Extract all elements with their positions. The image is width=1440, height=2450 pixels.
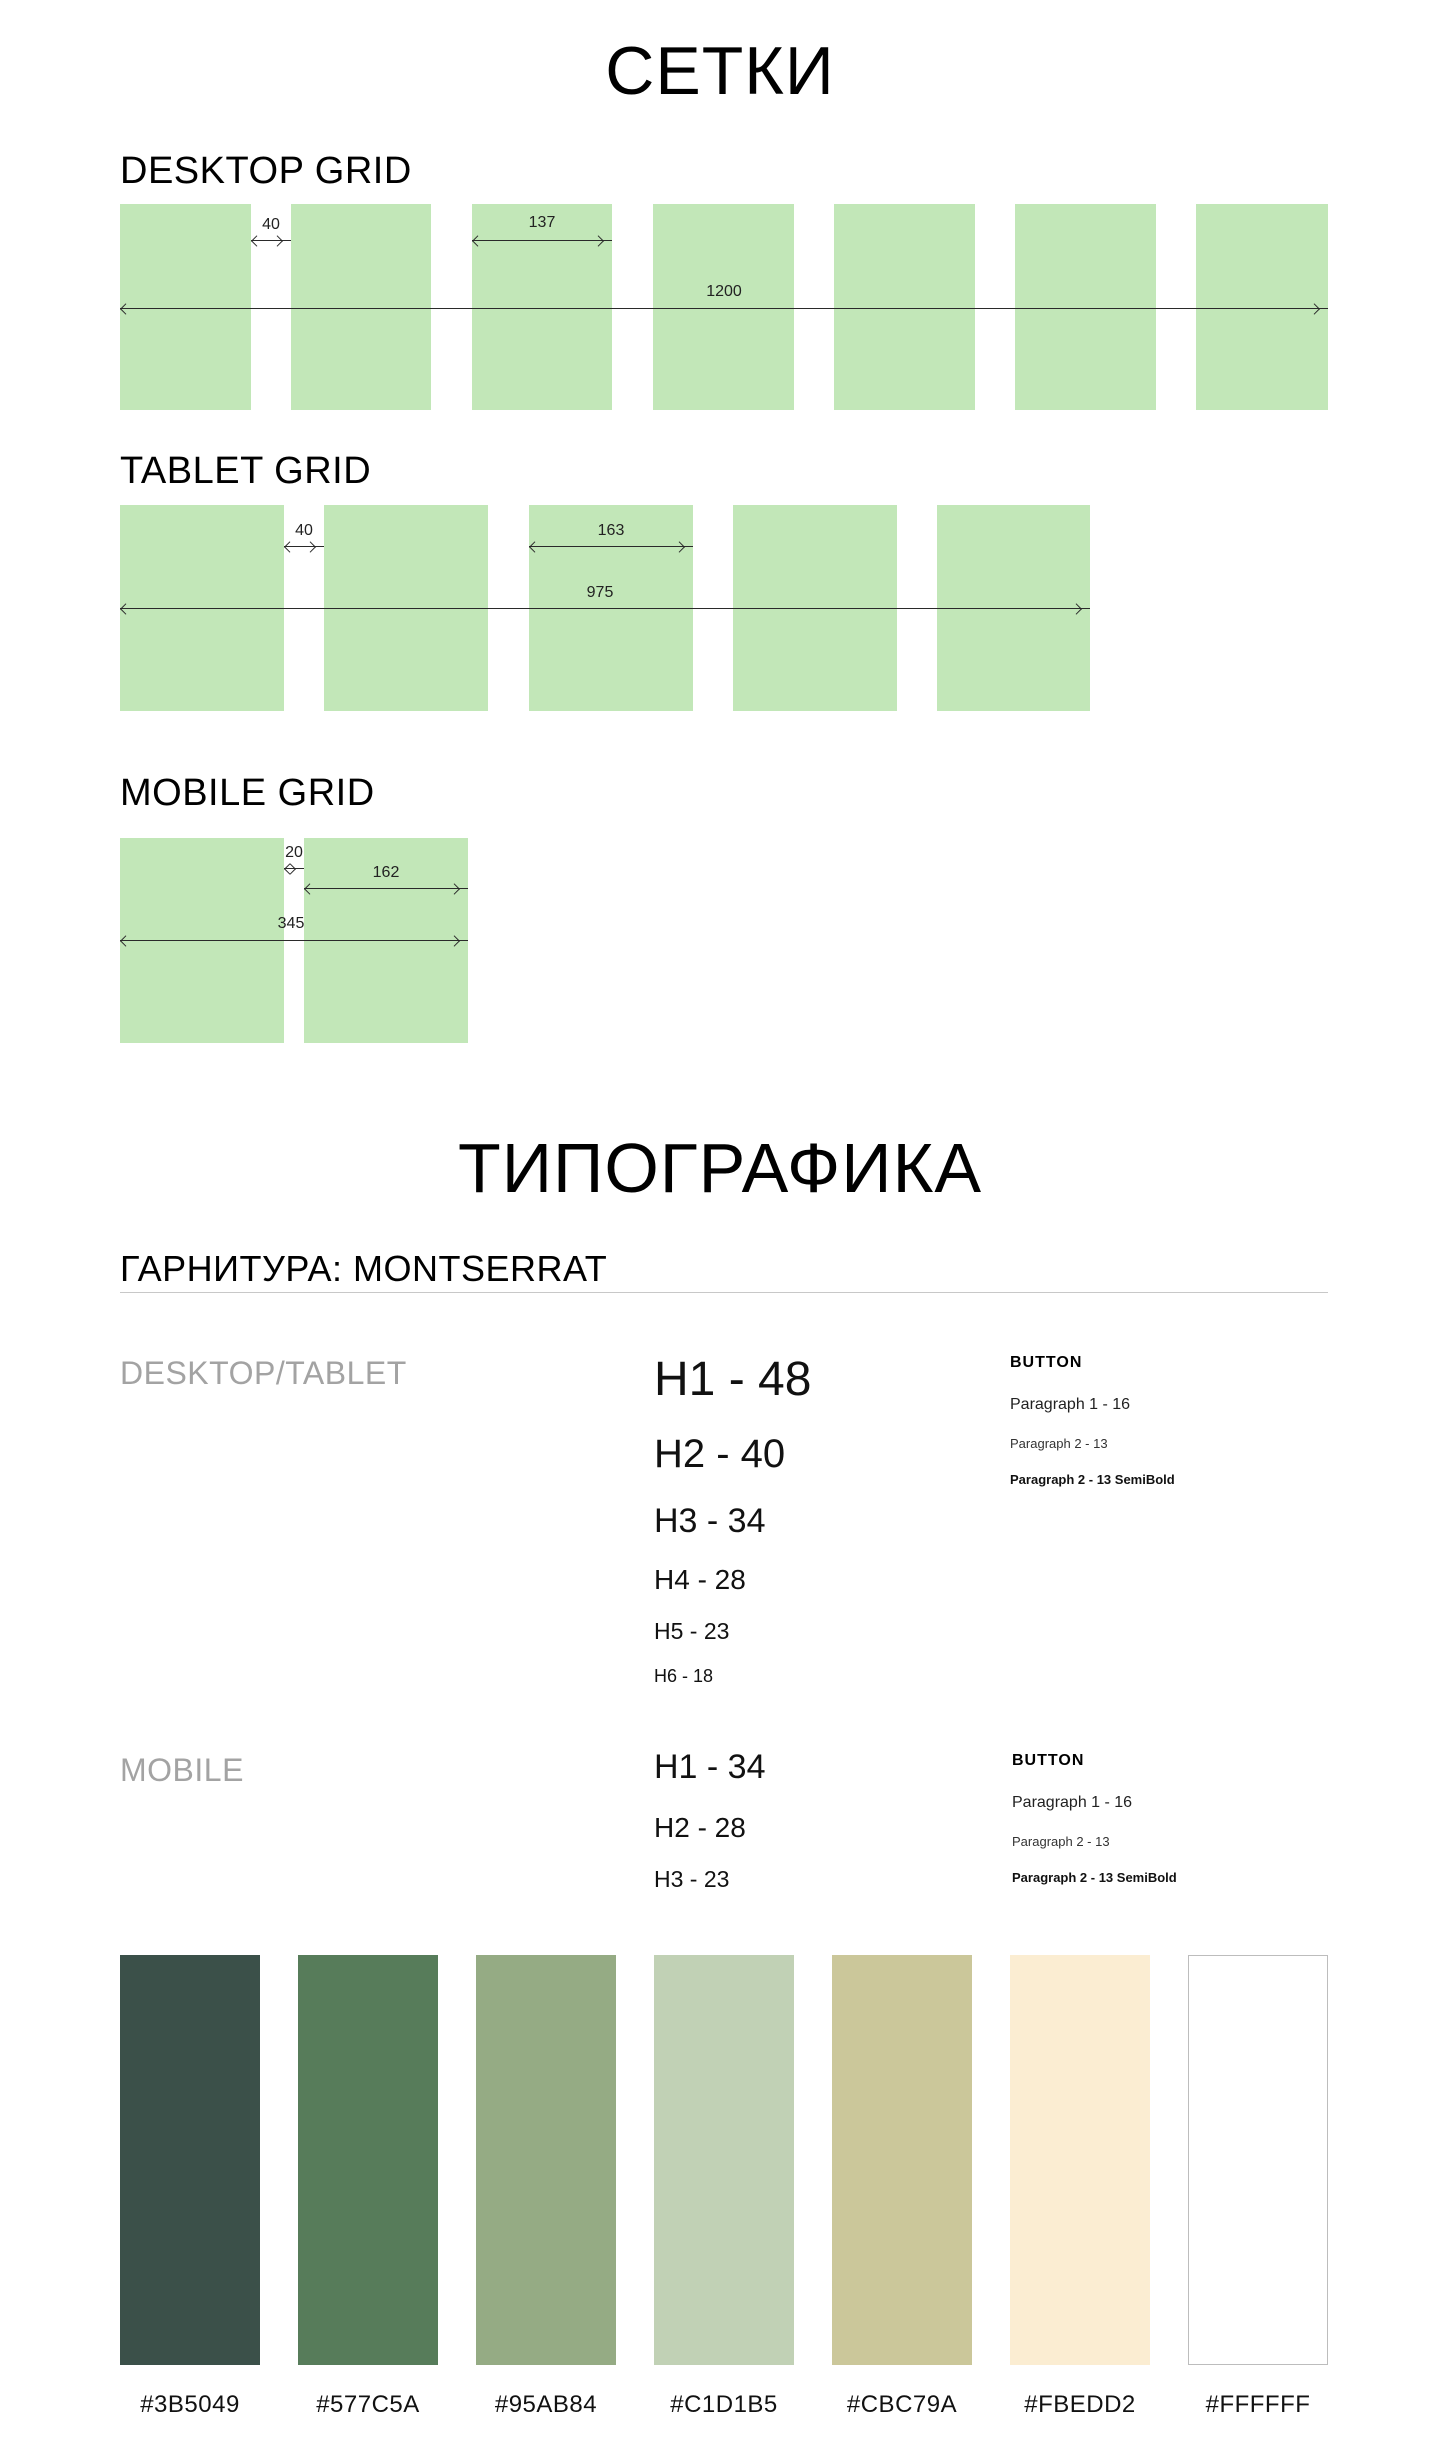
color-swatch xyxy=(654,1955,794,2365)
desktop-column-dimension xyxy=(472,240,612,241)
color-swatch-label: #577C5A xyxy=(316,2391,420,2418)
desktop-grid-label: DESKTOP GRID xyxy=(120,150,412,192)
mobile-grid-label: MOBILE GRID xyxy=(120,772,375,814)
mobile-gutter-value: 20 xyxy=(285,844,303,861)
desktop-h3-sample: H3 - 34 xyxy=(654,1502,766,1540)
color-swatch xyxy=(832,1955,972,2365)
color-swatch-label: #CBC79A xyxy=(846,2391,958,2418)
desktop-gutter-value: 40 xyxy=(262,216,280,233)
desktop-h5-sample: H5 - 23 xyxy=(654,1618,730,1644)
mobile-label: MOBILE xyxy=(120,1752,244,1788)
desktop-h6-sample: H6 - 18 xyxy=(654,1666,714,1686)
mobile-column-dimension xyxy=(304,888,468,889)
desktop-paragraph2-semibold-sample: Paragraph 2 - 13 SemiBold xyxy=(1010,1472,1175,1487)
desktop-button-sample: BUTTON xyxy=(1010,1354,1083,1371)
desktop-h4-sample: H4 - 28 xyxy=(654,1564,746,1595)
tablet-gutter-value: 40 xyxy=(295,522,313,539)
mobile-total-value: 345 xyxy=(277,915,305,932)
mobile-column-value: 162 xyxy=(372,864,400,881)
desktop-column-value: 137 xyxy=(528,214,556,231)
desktop-total-dimension xyxy=(120,308,1328,309)
desktop-column xyxy=(291,204,431,410)
desktop-paragraph2-sample: Paragraph 2 - 13 xyxy=(1010,1436,1108,1451)
desktop-column xyxy=(472,204,612,410)
mobile-paragraph2-semibold-sample: Paragraph 2 - 13 SemiBold xyxy=(1012,1870,1177,1885)
desktop-total-value: 1200 xyxy=(706,283,742,300)
tablet-total-dimension xyxy=(120,608,1090,609)
color-swatch-label: #FBEDD2 xyxy=(1024,2391,1136,2418)
mobile-h1-sample: H1 - 34 xyxy=(654,1748,766,1786)
desktop-column xyxy=(834,204,975,410)
mobile-total-dimension xyxy=(120,940,468,941)
mobile-paragraph1-sample: Paragraph 1 - 16 xyxy=(1012,1794,1133,1811)
grids-title: СЕТКИ xyxy=(605,33,835,109)
desktop-h1-sample: H1 - 48 xyxy=(654,1353,812,1406)
color-swatch xyxy=(476,1955,616,2365)
desktop-h2-sample: H2 - 40 xyxy=(654,1432,786,1476)
desktop-paragraph1-sample: Paragraph 1 - 16 xyxy=(1010,1396,1131,1413)
tablet-column-dimension xyxy=(529,546,693,547)
desktop-tablet-label: DESKTOP/TABLET xyxy=(120,1355,407,1391)
mobile-h2-sample: H2 - 28 xyxy=(654,1812,746,1843)
tablet-column-value: 163 xyxy=(597,522,625,539)
color-swatch-label: #C1D1B5 xyxy=(670,2391,778,2418)
mobile-h3-sample: H3 - 23 xyxy=(654,1866,730,1892)
desktop-column xyxy=(653,204,794,410)
color-swatch xyxy=(298,1955,438,2365)
color-swatch xyxy=(1010,1955,1150,2365)
typography-title: ТИПОГРАФИКА xyxy=(457,1129,983,1207)
tablet-total-value: 975 xyxy=(586,584,614,601)
desktop-column xyxy=(120,204,251,410)
desktop-gutter-dimension xyxy=(251,240,291,241)
color-swatch-label: #FFFFFF xyxy=(1205,2391,1311,2418)
mobile-paragraph2-sample: Paragraph 2 - 13 xyxy=(1012,1834,1110,1849)
tablet-gutter-dimension xyxy=(284,546,324,547)
desktop-column xyxy=(1196,204,1328,410)
typeface-divider xyxy=(120,1292,1328,1293)
color-swatch xyxy=(1188,1955,1328,2365)
mobile-button-sample: BUTTON xyxy=(1012,1752,1085,1769)
color-swatch-label: #3B5049 xyxy=(140,2391,240,2418)
mobile-gutter-dimension xyxy=(284,868,304,869)
color-swatch xyxy=(120,1955,260,2365)
typeface-heading: ГАРНИТУРА: MONTSERRAT xyxy=(120,1248,608,1289)
tablet-grid-label: TABLET GRID xyxy=(120,450,372,492)
color-swatch-label: #95AB84 xyxy=(494,2391,598,2418)
desktop-column xyxy=(1015,204,1156,410)
